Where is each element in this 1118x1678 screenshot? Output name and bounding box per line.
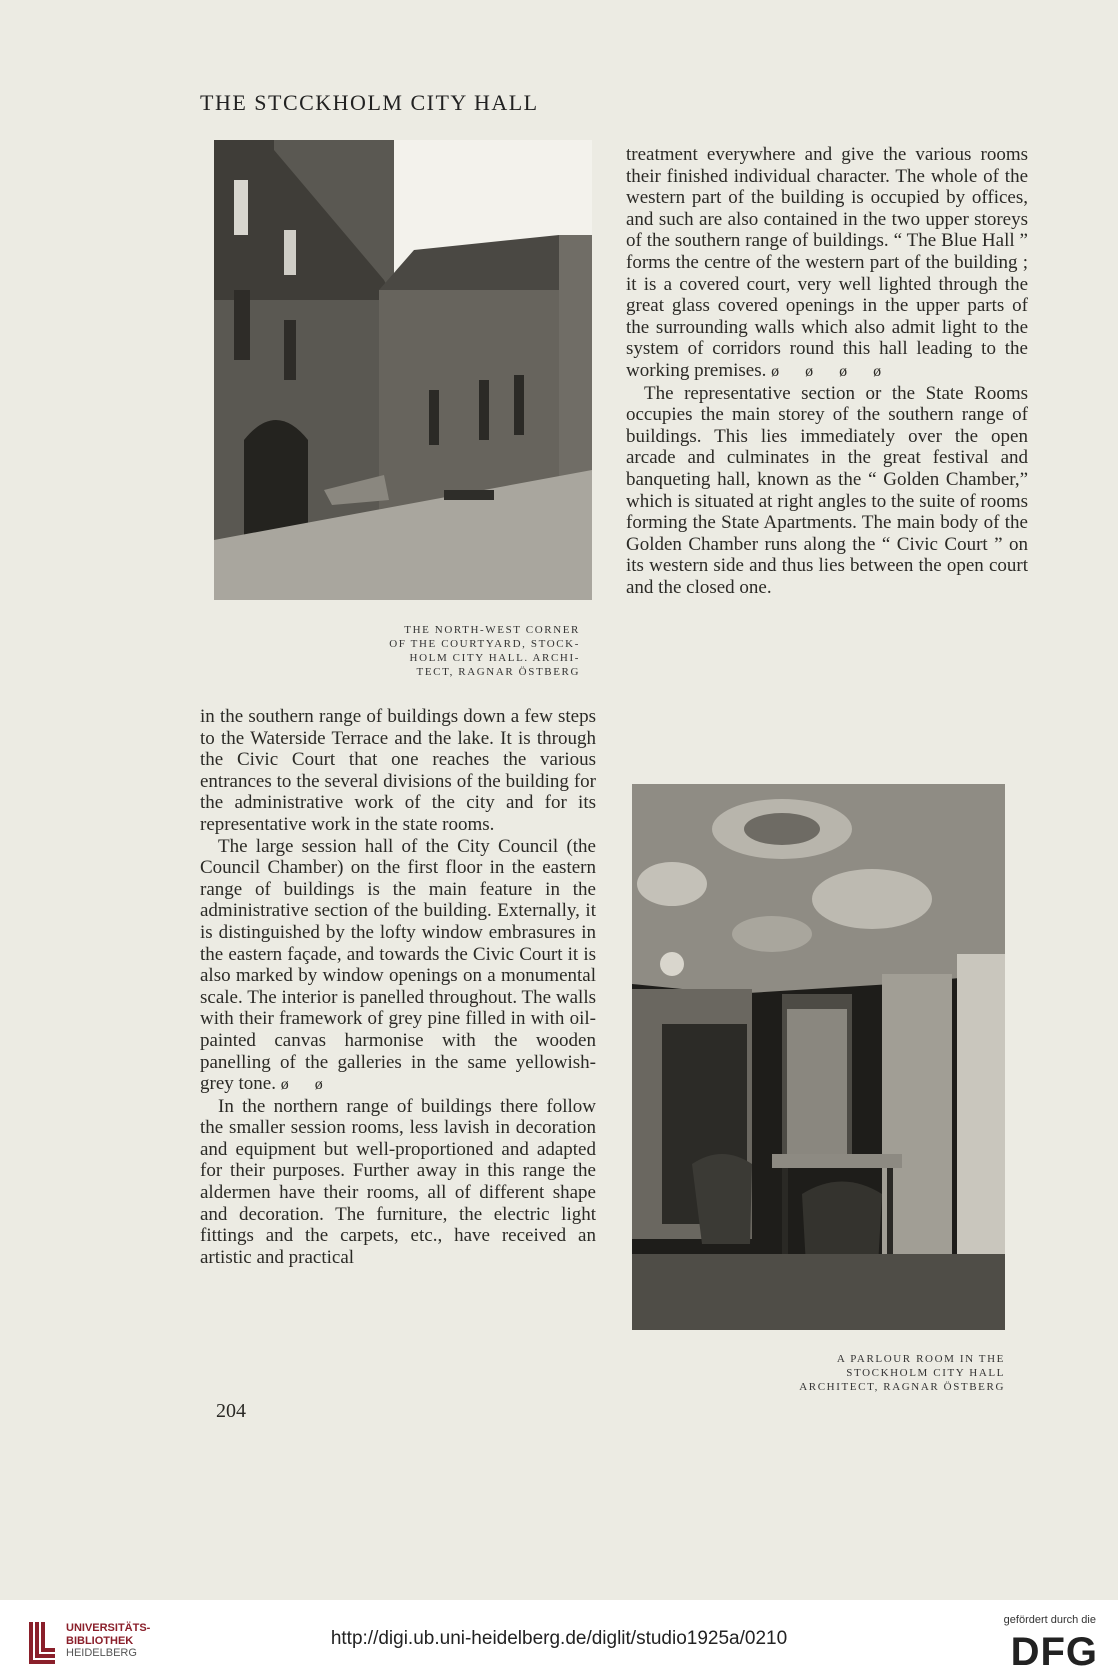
parlour-photo bbox=[632, 784, 1005, 1330]
right-column bbox=[626, 144, 1028, 598]
courtyard-photo bbox=[214, 140, 592, 600]
library-name: UNIVERSITÄTS- BIBLIOTHEK HEIDELBERG bbox=[66, 1622, 151, 1659]
caption-line: OF THE COURTYARD, STOCK- bbox=[389, 638, 580, 650]
funded-by-label: gefördert durch die bbox=[1003, 1614, 1096, 1626]
paragraph: In the northern range of buildings there follow the smaller session rooms, less lavish in decoration and equipment but well-proportioned and adapted for their purposes. Further away in this range the aldermen have their rooms, all of different shape and decoration. The furniture, the electric light fittings and the carpets, etc., have received an artistic and practical bbox=[200, 1095, 596, 1268]
paragraph: in the southern range of buildings down a few steps to the Waterside Terrace and the lake. It is through the Civic Court that one reaches the various entrances to the several divisions of the building for the administrative work of the city and for its representative work in the state rooms. bbox=[200, 706, 596, 835]
caption-line: A PARLOUR ROOM IN THE bbox=[836, 1353, 1005, 1365]
caption-line: THE NORTH-WEST CORNER bbox=[404, 624, 580, 636]
dfg-logo: DFG bbox=[1010, 1630, 1098, 1674]
paragraph-ornament: øø bbox=[280, 1076, 349, 1094]
figure-caption-1 bbox=[350, 623, 580, 679]
page-number: 204 bbox=[216, 1400, 246, 1422]
caption-line: STOCKHOLM CITY HALL bbox=[846, 1367, 1005, 1379]
caption-line: ARCHITECT, RAGNAR ÖSTBERG bbox=[799, 1381, 1005, 1393]
caption-line: TECT, RAGNAR ÖSTBERG bbox=[416, 666, 580, 678]
paragraph: The large session hall of the City Council (the Council Chamber) on the first floor in the eastern range of buildings is the main feature in the administrative section of the building. Externally, it is distinguished by the lofty window embrasures in the eastern façade, and towards the Civic Court it is also marked by window openings on a monumental scale. The interior is panelled throughout. The walls with their framework of grey pine filled in with oil-painted canvas harmonise with the wooden panelling of the galleries in the same yellowish-grey tone. øø bbox=[200, 835, 596, 1095]
running-head: THE STCCKHOLM CITY HALL bbox=[200, 90, 539, 115]
left-column bbox=[200, 706, 596, 1268]
caption-line: HOLM CITY HALL. ARCHI- bbox=[409, 652, 580, 664]
figure-caption-2 bbox=[760, 1352, 1005, 1394]
paragraph-ornament: øøøø bbox=[771, 362, 908, 380]
source-url-link[interactable]: http://digi.ub.uni-heidelberg.de/diglit/studio1925a/0210 bbox=[330, 1628, 788, 1649]
paragraph: The representative section or the State Rooms occupies the main storey of the southern range of buildings. This lies immediately over the open arcade and culminates in the great festival and banqueting hall, known as the “ Golden Chamber,” which is situated at right angles to the suite of rooms forming the State Apartments. The main body of the Golden Chamber runs along the “ Civic Court ” on its western side and thus lies between the open court and the closed one. bbox=[626, 382, 1028, 598]
paragraph: treatment everywhere and give the various rooms their finished individual character. The whole of the western part of the building is occupied by offices, and such are also contained in the two upper storeys of the southern range of buildings. “ The Blue Hall ” forms the centre of the western part of the building ; it is a covered court, very well lighted through the great glass covered openings in the upper parts of the surrounding walls which also admit light to the system of corridors round this hall leading to the working premises. øøøø bbox=[626, 144, 1028, 381]
digitization-footer bbox=[0, 1600, 1118, 1678]
